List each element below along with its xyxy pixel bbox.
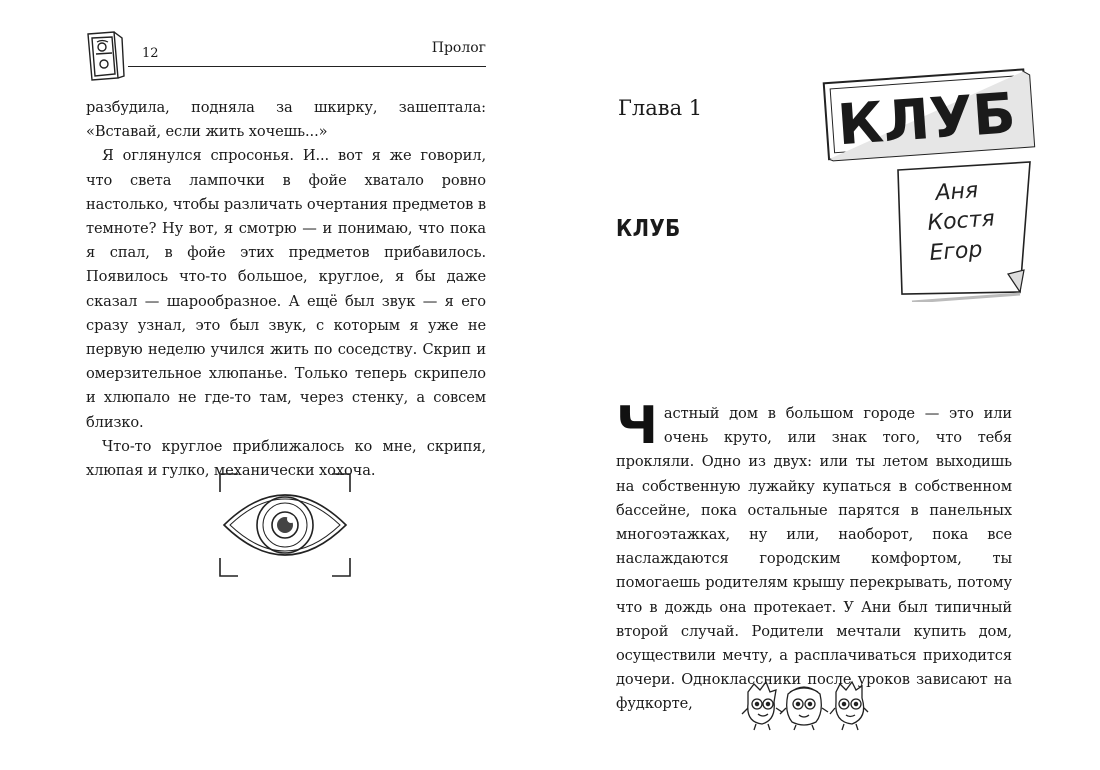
note-paper <box>898 162 1030 302</box>
page-number: 12 <box>142 46 159 61</box>
plate-text: КЛУБ <box>835 81 1018 159</box>
paragraph: астный дом в большом городе — это или очень круто, или знак того, что тебя прокляли. Одно из двух: или ты летом выходишь на собственную лужайку купаться в собственном бассейне, пока остальные парятся в панельных многоэтажках, ну или, наоборот, пока все наслаждаются городским комфортом, ты помогаешь родителям крышу перекрывать, потому что в дождь она протекает. У Ани был типичный второй случай. Родители мечтали купить дом, осуществили мечту, а расплачиваться приходится дочери. Одноклассники после уроков зависают на фудкорте, <box>616 405 1012 713</box>
running-head: Пролог <box>431 40 486 56</box>
note-name: Егор <box>928 237 984 266</box>
club-sign-illustration <box>820 62 1040 302</box>
paragraph: Что-то круглое приближалось ко мне, скрипя, хлюпая и гулко, механически хохоча. <box>86 437 486 480</box>
three-mascots-icon <box>740 680 870 732</box>
drop-cap: Ч <box>616 396 658 456</box>
paragraph: разбудила, подняла за шкирку, зашептала: «Вставай, если жить хочешь...» <box>86 99 486 141</box>
paragraph: Я оглянулся спросонья. И... вот я же говорил, что света лампочки в фойе хватало ровно настолько, чтобы различать очертания предметов в темноте? Ну вот, я смотрю — и понимаю, что пока я спал, в фойе этих предметов прибавилось. Появилось что-то большое, круглое, я бы даже сказал — шарообразное. А ещё был звук — я его сразу узнал, это был звук, с которым я уже не первую неделю учился жить по соседству. Скрип и омерзительное хлюпанье. Только теперь скрипело и хлюпало не где-то там, через стенку, а совсем близко. <box>86 147 486 431</box>
club-plate <box>824 69 1035 161</box>
chapter-title: КЛУБ <box>616 216 681 242</box>
left-page-text <box>86 96 486 483</box>
page-header <box>84 28 486 78</box>
note-name: Костя <box>926 206 996 236</box>
eye-icon <box>216 470 354 580</box>
cassette-tape-icon <box>84 30 128 82</box>
chapter-label: Глава 1 <box>618 96 703 120</box>
chapter-body-text <box>616 396 1012 717</box>
note-name: Аня <box>934 178 979 206</box>
right-page <box>550 0 1100 770</box>
header-rule <box>128 66 486 67</box>
